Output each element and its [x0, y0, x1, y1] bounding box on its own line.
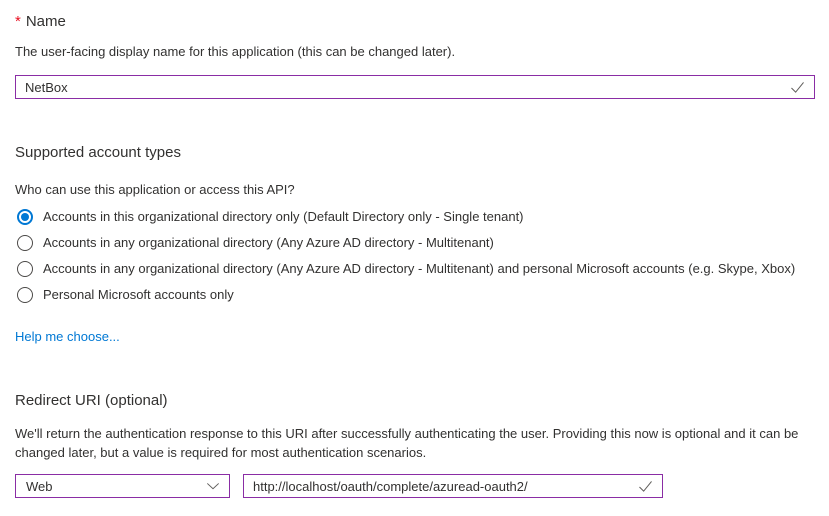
- redirect-uri-field: [243, 474, 663, 498]
- account-type-radio-group: [15, 204, 814, 308]
- required-asterisk: *: [15, 13, 21, 30]
- name-section-title: [15, 12, 814, 32]
- radio-option-label: Accounts in this organizational directory only (Default Directory only - Single tenant): [43, 209, 524, 224]
- radio-button-icon[interactable]: [17, 209, 33, 225]
- redirect-uri-row: [15, 474, 814, 498]
- radio-option-label: Accounts in any organizational directory (Any Azure AD directory - Multitenant) and personal Microsoft accounts (e.g. Skype, Xbox): [43, 261, 796, 276]
- chevron-down-icon: [206, 482, 220, 491]
- radio-button-icon[interactable]: [17, 261, 33, 277]
- redirect-uri-description: We'll return the authentication response to this URI after successfully authenticating the user. Providing this now is optional and it can be changed later, but a value is required for most authentication scenarios.: [15, 426, 799, 460]
- help-me-choose-link[interactable]: Help me choose...: [15, 329, 120, 344]
- checkmark-icon: [638, 480, 653, 493]
- radio-option-multitenant[interactable]: [15, 230, 814, 256]
- name-input[interactable]: [16, 76, 784, 98]
- redirect-uri-input[interactable]: [244, 475, 632, 497]
- radio-option-label: Accounts in any organizational directory (Any Azure AD directory - Multitenant): [43, 235, 494, 250]
- checkmark-icon: [790, 81, 805, 94]
- radio-option-multitenant-personal[interactable]: [15, 256, 814, 282]
- radio-button-icon[interactable]: [17, 235, 33, 251]
- account-types-title: Supported account types: [15, 144, 181, 161]
- radio-option-personal-only[interactable]: [15, 282, 814, 308]
- radio-button-icon[interactable]: [17, 287, 33, 303]
- name-title-text: Name: [25, 13, 66, 30]
- platform-select[interactable]: [15, 474, 230, 498]
- account-types-question: Who can use this application or access this API?: [15, 182, 295, 197]
- platform-select-value: Web: [26, 478, 53, 494]
- radio-option-label: Personal Microsoft accounts only: [43, 287, 234, 302]
- radio-option-single-tenant[interactable]: [15, 204, 814, 230]
- redirect-uri-title: Redirect URI (optional): [15, 392, 168, 409]
- name-description: The user-facing display name for this application (this can be changed later).: [15, 44, 456, 59]
- name-field: [15, 75, 815, 99]
